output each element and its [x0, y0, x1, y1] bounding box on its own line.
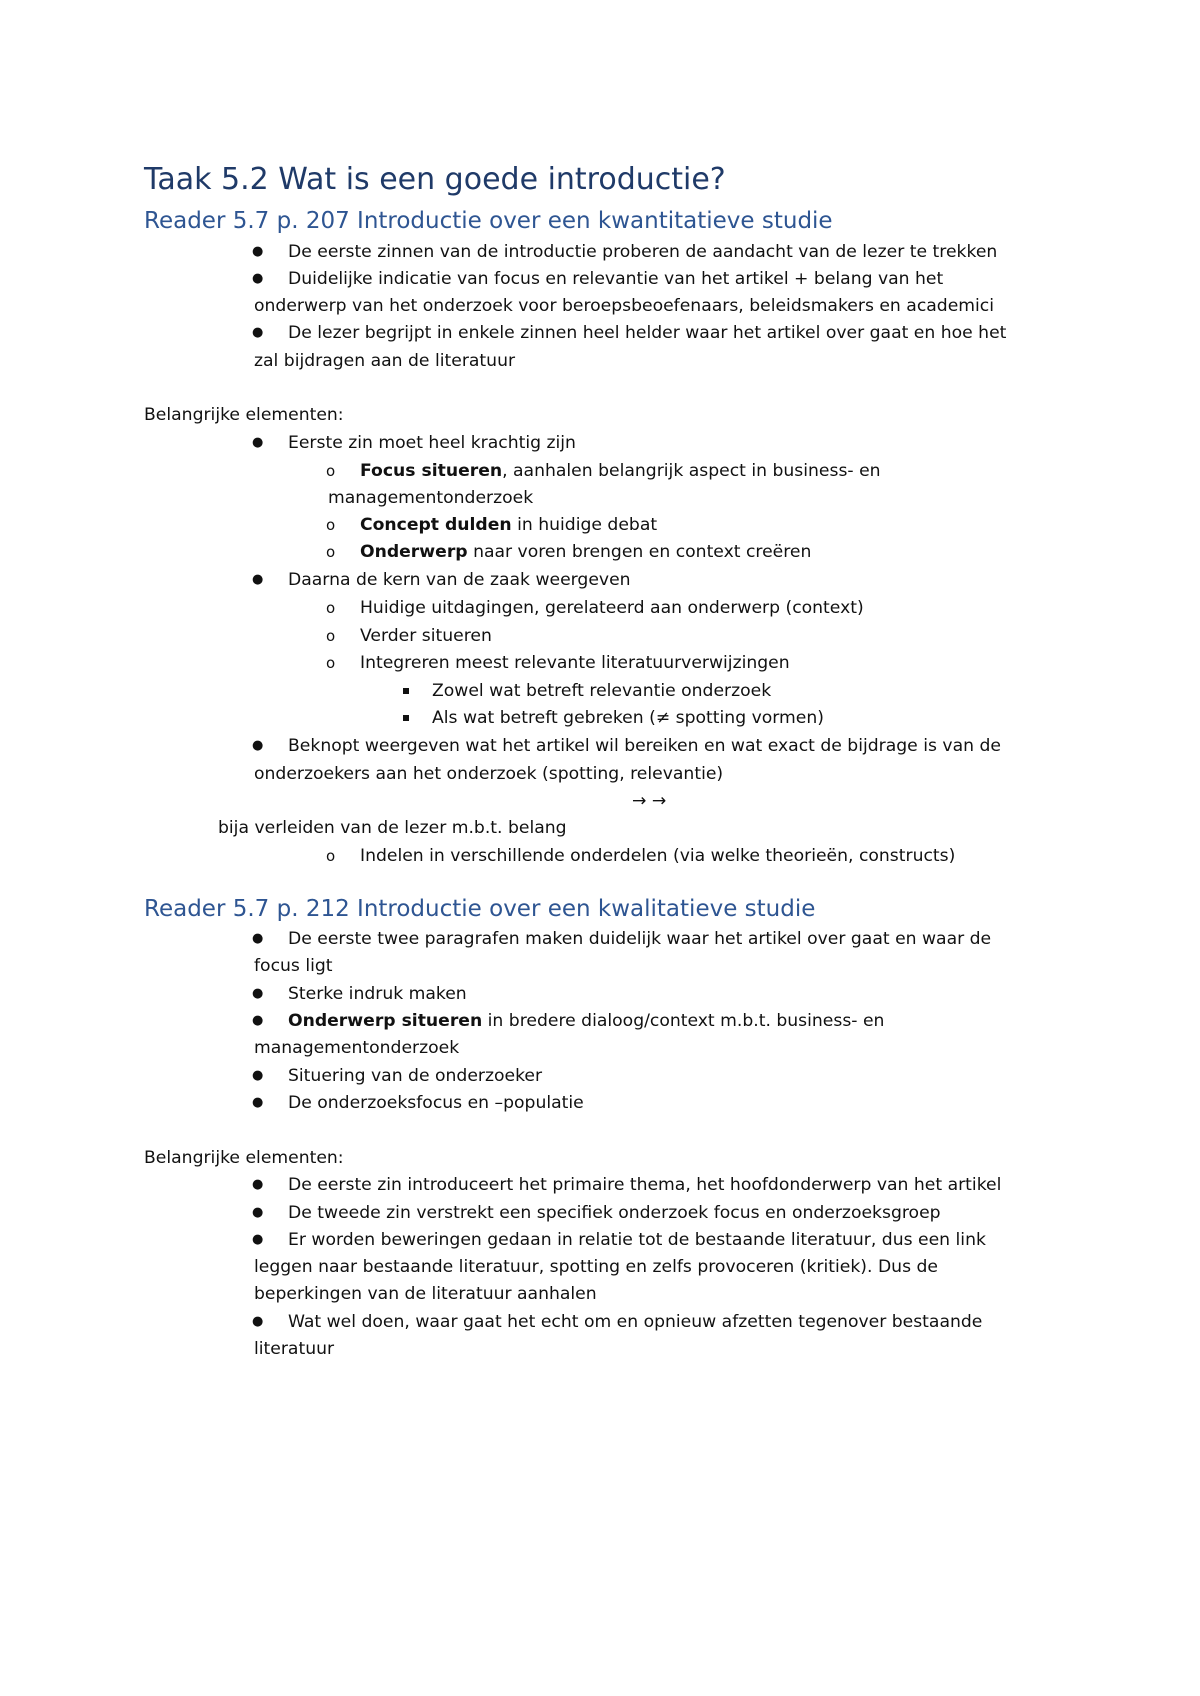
s2-bullet-4: Situering van de onderzoeker [288, 1066, 543, 1086]
s1-element-2-sub-1: Huidige uitdagingen, gerelateerd aan onderwerp (context) [360, 598, 864, 618]
bullet-icon: ● [252, 1314, 264, 1329]
body-text: naar voren brengen en context creëren [467, 542, 812, 562]
bullet-icon: ● [252, 271, 264, 286]
bullet-icon: ● [252, 1205, 264, 1220]
s1-element-2-sub-2: Verder situeren [360, 626, 492, 646]
body-text: , aanhalen belangrijk aspect in business- en [502, 461, 881, 481]
s2-element-3-line1: Er worden beweringen gedaan in relatie tot de bestaande literatuur, dus een link [288, 1230, 986, 1250]
s1-element-1-sub-2 [360, 514, 657, 536]
circle-bullet-icon: o [326, 627, 336, 645]
section1-heading: Reader 5.7 p. 207 Introductie over een kwantitatieve studie [144, 208, 833, 234]
s1-bullet-3-line1: De lezer begrijpt in enkele zinnen heel helder waar het artikel over gaat en hoe het [288, 323, 1007, 343]
body-text: in huidige debat [511, 515, 658, 535]
s1-bija-line: bija verleiden van de lezer m.b.t. belang [218, 818, 567, 838]
bullet-icon: ● [252, 1232, 264, 1247]
bullet-icon: ● [252, 986, 264, 1001]
s1-element-3-sub-1: Indelen in verschillende onderdelen (via welke theorieën, constructs) [360, 846, 956, 866]
page-title: Taak 5.2 Wat is een goede introductie? [144, 162, 726, 197]
section2-heading: Reader 5.7 p. 212 Introductie over een kwalitatieve studie [144, 896, 816, 922]
s1-element-2-sub-3: Integreren meest relevante literatuurverwijzingen [360, 653, 790, 673]
s1-bullet-2-line2: onderwerp van het onderzoek voor beroepsbeoefenaars, beleidsmakers en academici [254, 296, 995, 316]
emphasis-text: Focus situeren [360, 461, 503, 481]
s2-element-1: De eerste zin introduceert het primaire thema, het hoofdonderwerp van het artikel [288, 1175, 1002, 1195]
s2-element-4-line1: Wat wel doen, waar gaat het echt om en opnieuw afzetten tegenover bestaande [288, 1312, 983, 1332]
s2-bullet-5: De onderzoeksfocus en –populatie [288, 1093, 584, 1113]
s2-element-2: De tweede zin verstrekt een specifiek onderzoek focus en onderzoeksgroep [288, 1203, 941, 1223]
circle-bullet-icon: o [326, 462, 336, 480]
arrows: → → [632, 791, 667, 811]
bullet-icon: ● [252, 1068, 264, 1083]
s1-element-3-line1: Beknopt weergeven wat het artikel wil bereiken en wat exact de bijdrage is van de [288, 736, 1001, 756]
bullet-icon: ● [252, 1177, 264, 1192]
circle-bullet-icon: o [326, 543, 336, 561]
s2-bullet-3 [288, 1010, 884, 1032]
s2-element-3-line2: leggen naar bestaande literatuur, spotting en zelfs provoceren (kritiek). Dus de [254, 1257, 938, 1277]
bullet-icon: ● [252, 931, 264, 946]
bullet-icon: ● [252, 325, 264, 340]
bullet-icon: ● [252, 572, 264, 587]
s1-element-3-line2: onderzoekers aan het onderzoek (spotting, relevantie) [254, 764, 724, 784]
circle-bullet-icon: o [326, 847, 336, 865]
s2-element-4-line2: literatuur [254, 1339, 335, 1359]
emphasis-text: Onderwerp situeren [288, 1011, 483, 1031]
s2-bullet-3-line2: managementonderzoek [254, 1038, 460, 1058]
s2-bullet-1-line1: De eerste twee paragrafen maken duidelijk waar het artikel over gaat en waar de [288, 929, 992, 949]
bullet-icon: ● [252, 1095, 264, 1110]
circle-bullet-icon: o [326, 599, 336, 617]
emphasis-text: Onderwerp [360, 542, 468, 562]
bullet-icon: ● [252, 1013, 264, 1028]
s1-bullet-2-line1: Duidelijke indicatie van focus en relevantie van het artikel + belang van het [288, 269, 944, 289]
s1-element-2-sub-3-sq-1: Zowel wat betreft relevantie onderzoek [432, 681, 772, 701]
square-bullet-icon [403, 715, 409, 721]
s1-element-1-sub-1 [360, 460, 881, 482]
emphasis-text: Concept dulden [360, 515, 512, 535]
circle-bullet-icon: o [326, 516, 336, 534]
circle-bullet-icon: o [326, 654, 336, 672]
body-text: in bredere dialoog/context m.b.t. business- en [482, 1011, 885, 1031]
bullet-icon: ● [252, 738, 264, 753]
bullet-icon: ● [252, 435, 264, 450]
square-bullet-icon [403, 688, 409, 694]
s1-element-1-sub-1-line2: managementonderzoek [328, 488, 534, 508]
bullet-icon: ● [252, 244, 264, 259]
s2-element-3-line3: beperkingen van de literatuur aanhalen [254, 1284, 597, 1304]
s2-bullet-1-line2: focus ligt [254, 956, 333, 976]
s2-bullet-2: Sterke indruk maken [288, 984, 467, 1004]
s1-element-2-sub-3-sq-2: Als wat betreft gebreken (≠ spotting vormen) [432, 708, 824, 728]
s1-elements-label: Belangrijke elementen: [144, 405, 344, 425]
s1-element-2: Daarna de kern van de zaak weergeven [288, 570, 631, 590]
s1-bullet-3-line2: zal bijdragen aan de literatuur [254, 351, 516, 371]
s1-element-1: Eerste zin moet heel krachtig zijn [288, 433, 576, 453]
s2-elements-label: Belangrijke elementen: [144, 1148, 344, 1168]
s1-element-1-sub-3 [360, 541, 811, 563]
s1-bullet-1: De eerste zinnen van de introductie proberen de aandacht van de lezer te trekken [288, 242, 998, 262]
